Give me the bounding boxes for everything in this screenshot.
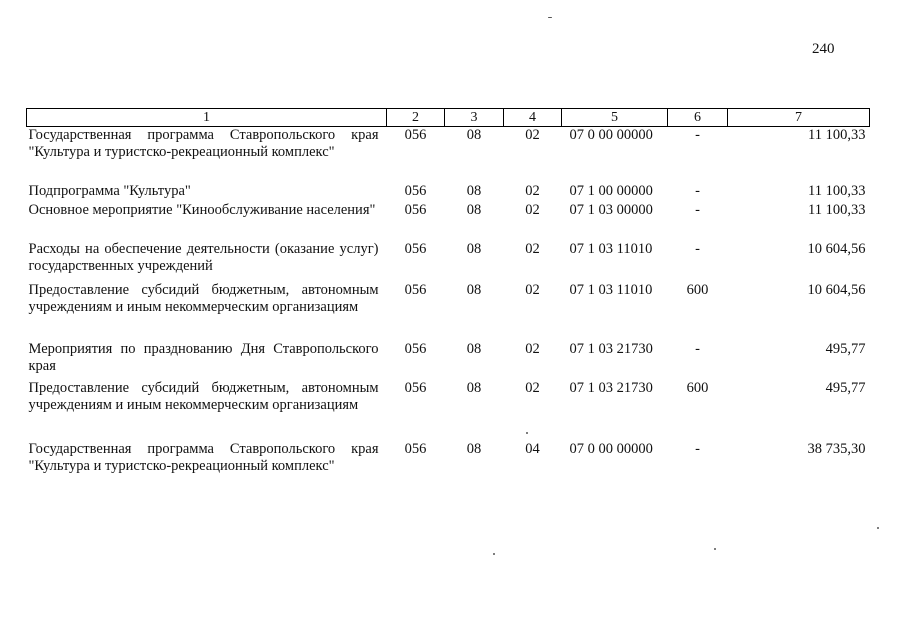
row-name: Государственная программа Ставропольского края "Культура и туристско-рекреационный комплекс" — [28, 127, 379, 160]
header-cell-3: 3 — [445, 109, 504, 127]
row-target-code: 07 0 00 00000 — [569, 127, 653, 143]
row-name: Государственная программа Ставропольского края "Культура и туристско-рекреационный комплекс" — [28, 440, 379, 474]
row-ministry: 056 — [404, 340, 427, 357]
row-amount: 10 604,56 — [807, 281, 866, 298]
row-expense-type: 600 — [686, 379, 709, 396]
row-expense-type: 600 — [686, 281, 709, 298]
table-header-row — [27, 109, 870, 127]
row-ministry: 056 — [404, 201, 427, 218]
row-amount: 38 735,30 — [807, 440, 866, 457]
row-section: 08 — [466, 127, 482, 143]
table-row — [27, 380, 870, 441]
row-expense-type: - — [695, 182, 700, 199]
row-target-code: 07 1 03 11010 — [569, 281, 653, 298]
row-expense-type: - — [695, 240, 700, 257]
row-expense-type: - — [695, 201, 700, 218]
row-name: Основное мероприятие "Кинообслуживание населения" — [28, 201, 376, 218]
row-amount: 495,77 — [825, 379, 866, 396]
row-ministry: 056 — [404, 182, 427, 199]
row-subsection: 02 — [525, 201, 540, 218]
row-section: 08 — [466, 340, 482, 357]
scan-speck — [714, 548, 716, 550]
header-cell-2: 2 — [387, 109, 445, 127]
row-section: 08 — [466, 240, 482, 257]
table-row — [27, 341, 870, 380]
row-ministry: 056 — [404, 281, 427, 298]
header-cell-6: 6 — [668, 109, 728, 127]
header-cell-1: 1 — [27, 109, 387, 127]
row-target-code: 07 1 03 21730 — [569, 379, 653, 396]
row-expense-type: - — [695, 440, 700, 457]
row-name: Мероприятия по празднованию Дня Ставропольского края — [28, 340, 379, 374]
row-amount: 11 100,33 — [808, 201, 866, 218]
row-section: 08 — [466, 201, 482, 218]
row-subsection: 02 — [525, 182, 540, 199]
row-target-code: 07 1 03 00000 — [569, 201, 653, 218]
budget-table — [26, 108, 870, 481]
header-cell-7: 7 — [728, 109, 870, 127]
row-expense-type: - — [695, 340, 700, 357]
row-subsection: 02 — [525, 340, 540, 357]
row-amount: 495,77 — [825, 340, 866, 357]
page-number: 240 — [812, 41, 835, 57]
row-target-code: 07 0 00 00000 — [569, 440, 653, 457]
row-section: 08 — [466, 379, 482, 396]
row-ministry: 056 — [404, 240, 427, 257]
row-subsection: 02 — [525, 379, 540, 396]
row-amount: 11 100,33 — [808, 127, 866, 143]
scan-speck — [877, 527, 879, 529]
table-row — [27, 183, 870, 202]
row-subsection: 02 — [525, 281, 540, 298]
scan-speck — [493, 553, 495, 555]
row-subsection: 02 — [525, 240, 540, 257]
header-cell-4: 4 — [504, 109, 562, 127]
scan-speck — [548, 17, 552, 18]
row-section: 08 — [466, 440, 482, 457]
row-name: Расходы на обеспечение деятельности (оказание услуг) государственных учреждений — [28, 240, 379, 274]
table-row — [27, 127, 870, 183]
header-cell-5: 5 — [562, 109, 668, 127]
table-row — [27, 282, 870, 341]
row-subsection: 02 — [525, 127, 540, 143]
row-name: Предоставление субсидий бюджетным, автономным учреждениям и иным некоммерческим организациям — [28, 379, 379, 413]
row-amount: 10 604,56 — [807, 240, 866, 257]
row-expense-type: - — [695, 127, 700, 143]
row-section: 08 — [466, 281, 482, 298]
row-ministry: 056 — [404, 127, 427, 143]
row-name: Подпрограмма "Культура" — [28, 182, 191, 199]
row-section: 08 — [466, 182, 482, 199]
row-subsection: 04 — [525, 440, 540, 457]
table-row — [27, 441, 870, 481]
table-row — [27, 241, 870, 282]
table-row — [27, 202, 870, 241]
row-ministry: 056 — [404, 379, 427, 396]
row-amount: 11 100,33 — [808, 182, 866, 199]
row-target-code: 07 1 00 00000 — [569, 182, 653, 199]
row-name: Предоставление субсидий бюджетным, автономным учреждениям и иным некоммерческим организациям — [28, 281, 379, 315]
row-ministry: 056 — [404, 440, 427, 457]
scan-speck — [526, 432, 528, 434]
row-target-code: 07 1 03 11010 — [569, 240, 653, 257]
row-target-code: 07 1 03 21730 — [569, 340, 653, 357]
